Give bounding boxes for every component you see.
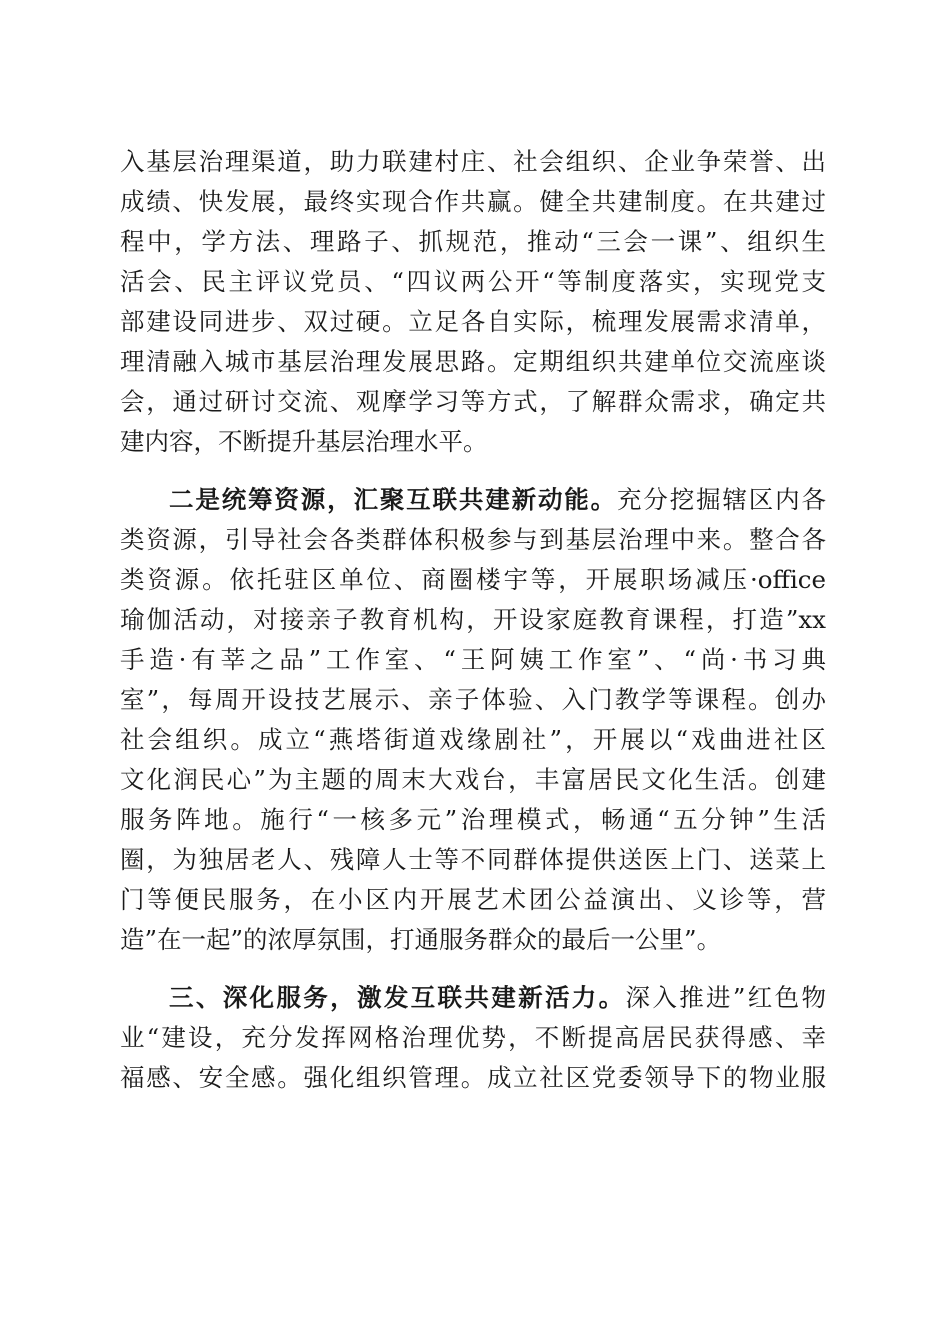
- text-line: 部建设同进步、双过硬。立足各自实际，梳理发展需求清单，: [120, 307, 826, 336]
- text-line: 活会、民主评议党员、“四议两公开“等制度落实，实现党支: [120, 267, 826, 296]
- text-line: 社会组织。成立“燕塔街道戏缘剧社”，开展以“戏曲进社区: [120, 725, 826, 754]
- text-line: 文化润民心”为主题的周末大戏台，丰富居民文化生活。创建: [120, 765, 826, 794]
- text-line: 业“建设，充分发挥网格治理优势，不断提高居民获得感、幸: [120, 1023, 826, 1052]
- paragraph-3: [120, 978, 826, 1098]
- text-line: 瑜伽活动，对接亲子教育机构，开设家庭教育课程，打造”xx: [120, 605, 826, 634]
- text-line: 会，通过研讨交流、观摩学习等方式，了解群众需求，确定共: [120, 387, 826, 416]
- text-run: 充分挖掘辖区内各: [617, 485, 827, 514]
- paragraph-heading: 三、深化服务，激发互联共建新活力。: [169, 983, 626, 1012]
- text-line: 造”在一起”的浓厚氛围，打通服务群众的最后一公里”。: [120, 925, 722, 954]
- text-line: 服务阵地。施行“一核多元”治理模式，畅通“五分钟”生活: [120, 805, 826, 834]
- text-line: 手造·有莘之品”工作室、“王阿姨工作室”、“尚·书习典: [120, 645, 826, 674]
- paragraph-heading: 二是统筹资源，汇聚互联共建新动能。: [169, 485, 618, 514]
- text-line: 入基层治理渠道，助力联建村庄、社会组织、企业争荣誉、出: [120, 147, 826, 176]
- text-line: 室”，每周开设技艺展示、亲子体验、入门教学等课程。创办: [120, 685, 826, 714]
- paragraph-2: [120, 480, 826, 960]
- text-line: 类资源，引导社会各类群体积极参与到基层治理中来。整合各: [120, 525, 826, 554]
- document-body: [120, 142, 826, 1098]
- text-line: 程中，学方法、理路子、抓规范，推动“三会一课”、组织生: [120, 227, 826, 256]
- text-line: 类资源。依托驻区单位、商圈楼宇等，开展职场减压·office: [120, 565, 826, 594]
- paragraph-first-line: [120, 978, 826, 1018]
- text-line: 建内容，不断提升基层治理水平。: [120, 427, 488, 456]
- text-run: 深入推进”红色物: [625, 983, 826, 1012]
- text-line: 圈，为独居老人、残障人士等不同群体提供送医上门、送菜上: [120, 845, 826, 874]
- text-line: 门等便民服务，在小区内开展艺术团公益演出、义诊等，营: [120, 885, 826, 914]
- text-line: 成绩、快发展，最终实现合作共赢。健全共建制度。在共建过: [120, 187, 826, 216]
- text-line: 理清融入城市基层治理发展思路。定期组织共建单位交流座谈: [120, 347, 826, 376]
- paragraph-first-line: [120, 480, 826, 520]
- paragraph-1: [120, 142, 826, 462]
- text-line: 福感、安全感。强化组织管理。成立社区党委领导下的物业服: [120, 1063, 826, 1092]
